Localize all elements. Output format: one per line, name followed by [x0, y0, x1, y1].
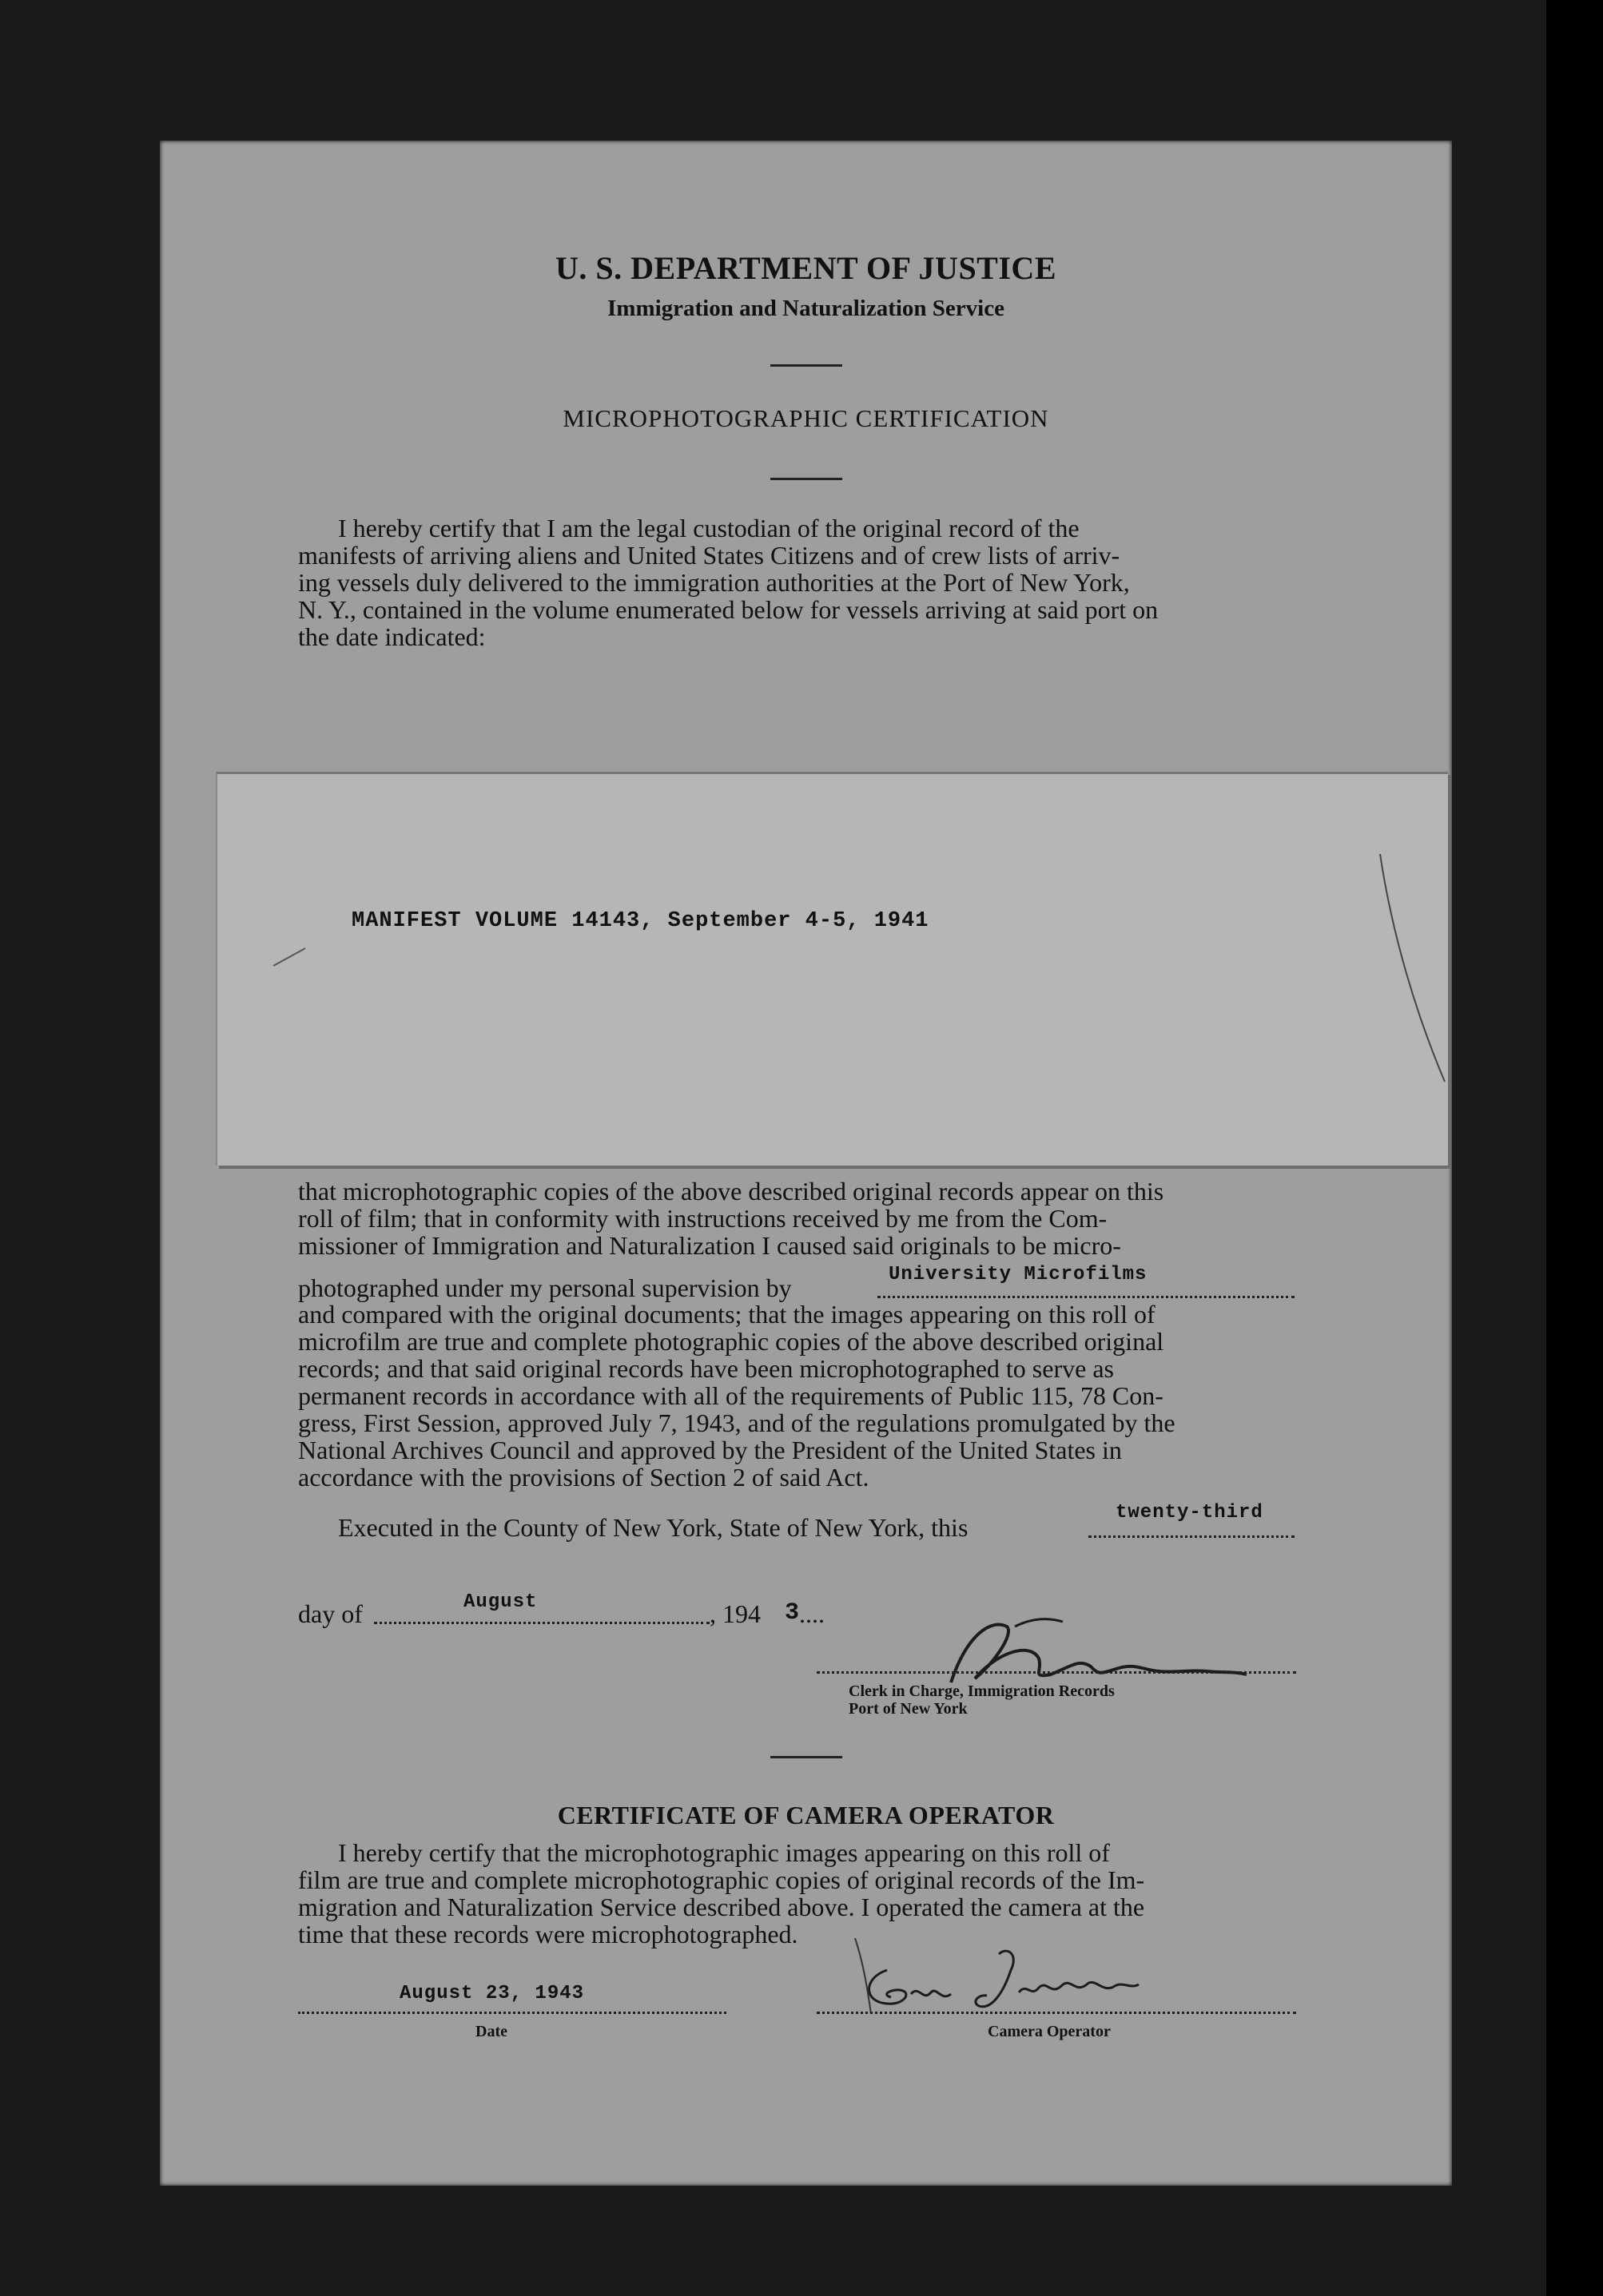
executed-day-value: twenty-third [1116, 1502, 1263, 1523]
date-label: Date [475, 2023, 507, 2040]
camera-line: I hereby certify that the microphotographic images appearing on this roll of [338, 1838, 1110, 1867]
date-dotted-line [298, 2012, 726, 2014]
clerk-signature [919, 1603, 1295, 1690]
camera-line: migration and Naturalization Service described above. I operated the camera at the [298, 1893, 1145, 1921]
body-line: missioner of Immigration and Naturalization I caused said originals to be micro- [298, 1231, 1121, 1260]
month-dotted-line [374, 1622, 710, 1624]
certification-title: MICROPHOTOGRAPHIC CERTIFICATION [563, 404, 1049, 432]
intro-line: N. Y., contained in the volume enumerated below for vessels arriving at said port on [298, 595, 1159, 624]
body-line: accordance with the provisions of Section 2 of said Act. [298, 1463, 869, 1492]
clerk-title-line2: Port of New York [849, 1700, 968, 1718]
certificate-page [160, 141, 1452, 2186]
divider-rule [770, 478, 842, 480]
supervision-value: University Microfilms [889, 1264, 1148, 1285]
executed-month-value: August [463, 1591, 538, 1613]
year-suffix: .... [799, 1599, 825, 1628]
camera-operator-signature [847, 1938, 1215, 2018]
body-line: records; and that said original records have been microphotographed to serve as [298, 1354, 1114, 1383]
clerk-signature-dotted-line [817, 1671, 1296, 1674]
supervision-dotted-line [877, 1296, 1295, 1298]
body-line: gress, First Session, approved July 7, 1943, and of the regulations promulgated by the [298, 1408, 1175, 1437]
camera-line: time that these records were microphotographed. [298, 1920, 798, 1948]
day-of-label: day of [298, 1599, 363, 1628]
supervision-prefix: photographed under my personal supervision by [298, 1273, 792, 1302]
intro-line: I hereby certify that I am the legal custodian of the original record of the [338, 514, 1080, 542]
camera-date-value: August 23, 1943 [400, 1983, 585, 2004]
clerk-title-line1: Clerk in Charge, Immigration Records [849, 1682, 1115, 1700]
intro-line: manifests of arriving aliens and United States Citizens and of crew lists of arriv- [298, 541, 1120, 570]
day-dotted-line [1088, 1535, 1295, 1538]
paper-crease-mark [217, 774, 1448, 1166]
body-line: and compared with the original documents; that the images appearing on this roll of [298, 1300, 1156, 1329]
divider-rule [770, 364, 842, 367]
year-digit: 3 [785, 1599, 801, 1627]
camera-line: film are true and complete microphotographic copies of original records of the Im- [298, 1865, 1145, 1894]
body-line: permanent records in accordance with all of the requirements of Public 115, 78 Con- [298, 1381, 1163, 1410]
body-line: that microphotographic copies of the above described original records appear on this [298, 1177, 1164, 1206]
intro-line: ing vessels duly delivered to the immigration authorities at the Port of New York, [298, 568, 1130, 597]
manifest-insert-slip [216, 772, 1448, 1166]
body-line: roll of film; that in conformity with instructions received by me from the Com- [298, 1204, 1108, 1233]
body-line: microfilm are true and complete photographic copies of the above described original [298, 1327, 1164, 1356]
manifest-volume-text: MANIFEST VOLUME 14143, September 4-5, 1941 [352, 909, 929, 933]
executed-prefix: Executed in the County of New York, State of New York, this [338, 1513, 969, 1542]
scan-edge [1546, 0, 1603, 2296]
supervision-line [298, 1273, 792, 1303]
camera-signature-dotted-line [817, 2012, 1296, 2014]
intro-line: the date indicated: [298, 622, 486, 651]
divider-rule [770, 1756, 842, 1758]
department-heading: U. S. DEPARTMENT OF JUSTICE [555, 250, 1056, 286]
camera-operator-label: Camera Operator [988, 2023, 1111, 2040]
camera-operator-heading: CERTIFICATE OF CAMERA OPERATOR [557, 1801, 1055, 1829]
year-prefix: , 194 [710, 1599, 761, 1628]
service-subheading: Immigration and Naturalization Service [607, 296, 1004, 321]
body-line: National Archives Council and approved by the President of the United States in [298, 1436, 1122, 1464]
